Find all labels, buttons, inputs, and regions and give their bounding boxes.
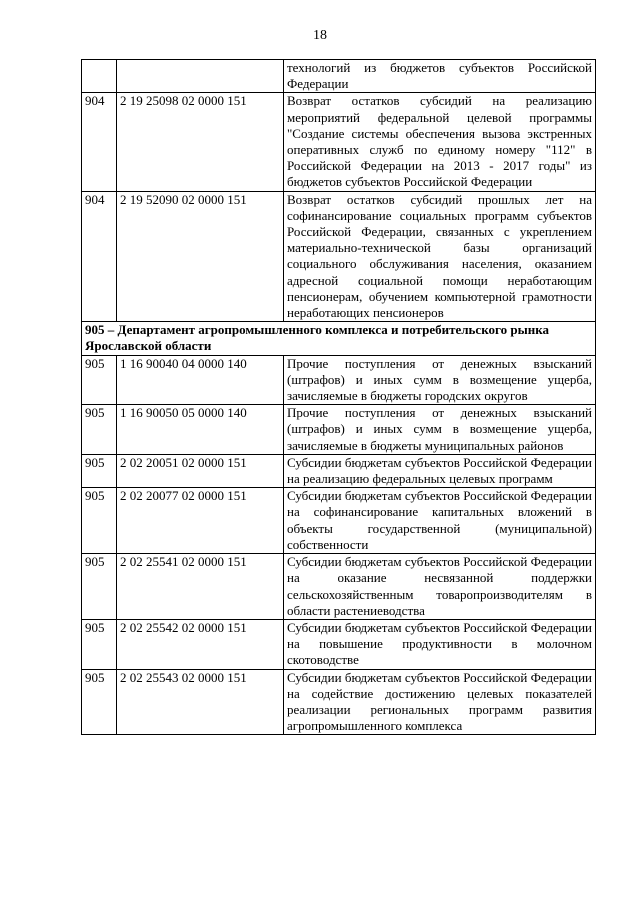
revenue-name-cell: Прочие поступления от денежных взысканий (штрафов) и иных сумм в возмещение ущерба, зачисляемые в бюджеты муниципальных районов [284, 405, 596, 455]
page-number: 18 [313, 28, 327, 43]
budget-code-cell: 2 02 25542 02 0000 151 [117, 619, 284, 669]
budget-code-cell: 1 16 90050 05 0000 140 [117, 405, 284, 455]
table-row [82, 355, 596, 405]
revenue-name-cell: Субсидии бюджетам субъектов Российской Федерации на содействие достижению целевых показателей реализации региональных программ развития агропромышленного комплекса [284, 669, 596, 735]
table-row [82, 669, 596, 735]
budget-code-cell: 2 19 25098 02 0000 151 [117, 93, 284, 191]
budget-code-cell: 2 02 20077 02 0000 151 [117, 488, 284, 554]
admin-code-cell: 905 [82, 355, 117, 405]
admin-code-cell: 905 [82, 554, 117, 620]
revenue-name-cell: Субсидии бюджетам субъектов Российской Федерации на повышение продуктивности в молочном скотоводстве [284, 619, 596, 669]
budget-code-cell: 2 02 25541 02 0000 151 [117, 554, 284, 620]
budget-code-cell: 1 16 90040 04 0000 140 [117, 355, 284, 405]
revenue-code-table [81, 59, 596, 735]
table-row [82, 454, 596, 487]
table-row [82, 191, 596, 322]
admin-code-cell: 905 [82, 488, 117, 554]
admin-code-cell [82, 60, 117, 93]
revenue-name-cell: Возврат остатков субсидий прошлых лет на софинансирование социальных программ субъектов Российской Федерации, связанных с укреплением материально-технической базы организаций социального обслуживания населения, оказанием адресной социальной помощи неработающим пенсионерам, обучением компьютерной грамотности неработающих пенсионеров [284, 191, 596, 322]
admin-code-cell: 904 [82, 93, 117, 191]
section-header-row [82, 322, 596, 355]
revenue-name-cell: Прочие поступления от денежных взысканий (штрафов) и иных сумм в возмещение ущерба, зачисляемые в бюджеты городских округов [284, 355, 596, 405]
revenue-name-cell: технологий из бюджетов субъектов Российской Федерации [284, 60, 596, 93]
admin-code-cell: 905 [82, 454, 117, 487]
revenue-name-cell: Субсидии бюджетам субъектов Российской Федерации на оказание несвязанной поддержки сельскохозяйственным товаропроизводителям в области растениеводства [284, 554, 596, 620]
budget-code-cell: 2 02 25543 02 0000 151 [117, 669, 284, 735]
revenue-name-cell: Возврат остатков субсидий на реализацию мероприятий федеральной целевой программы "Создание системы обеспечения вызова экстренных оперативных служб по единому номеру "112" в Российской Федерации на 2013 - 2017 годы" из бюджетов субъектов Российской Федерации [284, 93, 596, 191]
table-row [82, 405, 596, 455]
revenue-name-cell: Субсидии бюджетам субъектов Российской Федерации на реализацию федеральных целевых программ [284, 454, 596, 487]
table-row [82, 60, 596, 93]
table-row [82, 93, 596, 191]
table-row [82, 619, 596, 669]
budget-code-cell: 2 02 20051 02 0000 151 [117, 454, 284, 487]
admin-code-cell: 905 [82, 669, 117, 735]
section-title: 905 – Департамент агропромышленного комплекса и потребительского рынка Ярославской области [82, 322, 596, 355]
admin-code-cell: 905 [82, 619, 117, 669]
revenue-name-cell: Субсидии бюджетам субъектов Российской Федерации на софинансирование капитальных вложений в объекты государственной (муниципальной) собственности [284, 488, 596, 554]
admin-code-cell: 904 [82, 191, 117, 322]
admin-code-cell: 905 [82, 405, 117, 455]
budget-code-cell [117, 60, 284, 93]
budget-code-cell: 2 19 52090 02 0000 151 [117, 191, 284, 322]
table-row [82, 488, 596, 554]
table-row [82, 554, 596, 620]
